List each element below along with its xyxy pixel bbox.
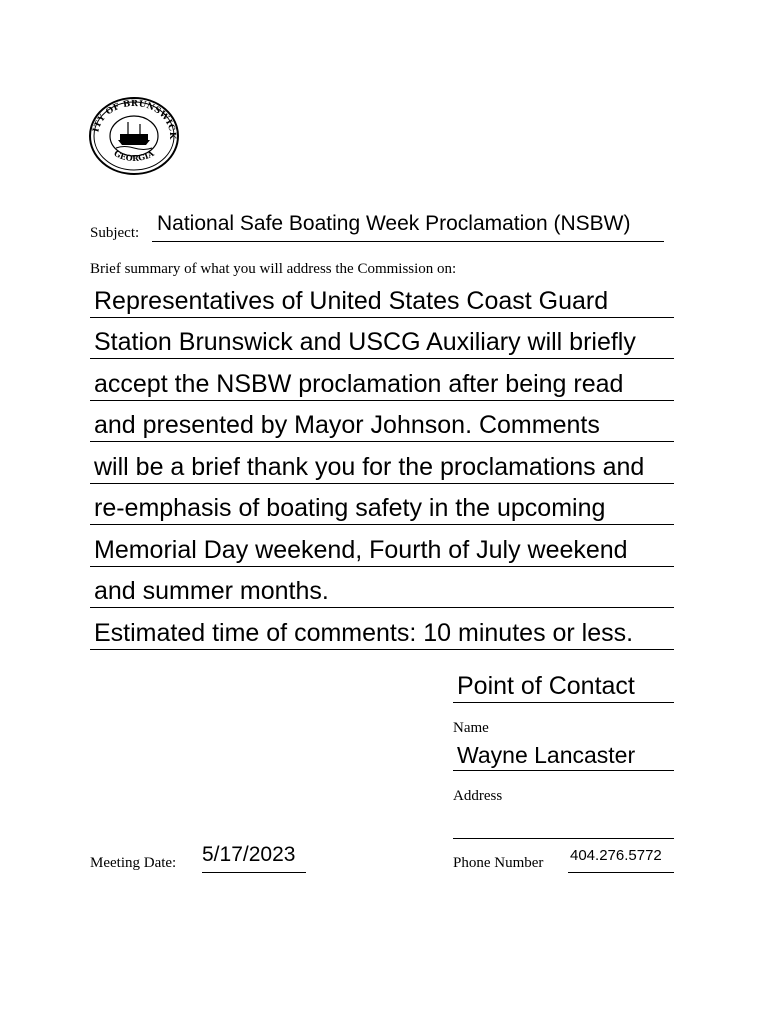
summary-line-text: Representatives of United States Coast Guard [94, 286, 609, 315]
subject-label: Subject: [90, 225, 140, 241]
svg-text:CITY OF BRUNSWICK: ITY OF BRUNSWICK [91, 98, 178, 140]
subject-field[interactable]: National Safe Boating Week Proclamation (NSBW) [157, 212, 631, 235]
name-field[interactable]: Wayne Lancaster [457, 742, 636, 768]
summary-line [90, 276, 674, 318]
summary-line-text: Memorial Day weekend, Fourth of July weekend [94, 535, 628, 564]
summary-label: Brief summary of what you will address the Commission on: [90, 261, 457, 277]
summary-line [90, 567, 674, 609]
summary-line [90, 442, 674, 484]
summary-line-text: will be a brief thank you for the proclamations and [94, 452, 645, 481]
phone-number-underline [568, 872, 674, 873]
name-underline [453, 770, 674, 771]
summary-line [90, 484, 674, 526]
meeting-date-underline [202, 872, 306, 873]
summary-line-text: accept the NSBW proclamation after being read [94, 369, 624, 398]
phone-number-label: Phone Number [453, 855, 544, 871]
summary-line-text: and presented by Mayor Johnson. Comments [94, 411, 600, 439]
summary-line-text: re-emphasis of boating safety in the upcoming [94, 494, 606, 522]
meeting-date-field[interactable]: 5/17/2023 [202, 843, 296, 866]
summary-field[interactable] [90, 276, 674, 650]
svg-text:GEORGIA: GEORGIA [112, 147, 156, 164]
name-label: Name [453, 720, 489, 736]
city-seal-logo [88, 96, 180, 176]
phone-number-field[interactable]: 404.276.5772 [570, 847, 662, 864]
point-of-contact-underline [453, 702, 674, 703]
summary-line-text: Estimated time of comments: 10 minutes or less. [94, 618, 634, 647]
address-label: Address [453, 788, 503, 804]
summary-line [90, 401, 674, 443]
summary-line [90, 318, 674, 360]
summary-line-text: Station Brunswick and USCG Auxiliary will briefly [94, 328, 636, 356]
summary-line [90, 525, 674, 567]
summary-line [90, 359, 674, 401]
address-field[interactable] [453, 838, 674, 839]
subject-underline [152, 241, 664, 242]
point-of-contact-field[interactable]: Point of Contact [457, 672, 635, 700]
meeting-date-label: Meeting Date: [90, 855, 177, 871]
summary-line [90, 608, 674, 650]
summary-line-text: and summer months. [94, 577, 329, 605]
